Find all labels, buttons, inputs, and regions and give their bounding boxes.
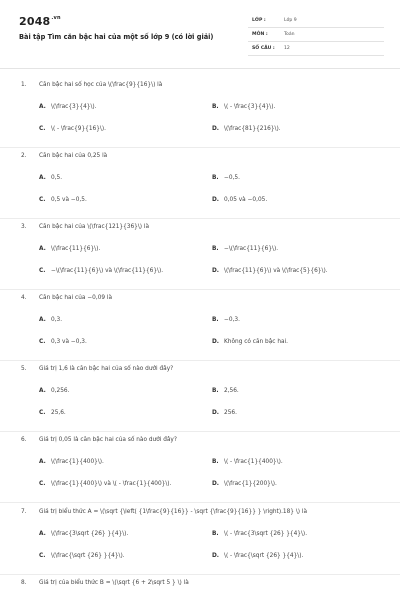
option-d[interactable] bbox=[212, 410, 237, 416]
question-item bbox=[0, 295, 400, 375]
question-divider bbox=[0, 147, 400, 148]
option-d[interactable] bbox=[212, 268, 328, 274]
question-text: Giá trị của biểu thức B = \(\sqrt {6 + 2\sqrt 5 } \) là bbox=[39, 580, 189, 586]
option-d[interactable] bbox=[212, 481, 277, 487]
option-text: \( - \frac{3\sqrt {26} }{4}\). bbox=[224, 531, 308, 537]
option-label: A. bbox=[39, 531, 46, 537]
option-c[interactable] bbox=[39, 268, 163, 274]
option-text: \(\frac{1}{400}\) và \( - \frac{1}{400}\). bbox=[51, 481, 172, 487]
option-label: D. bbox=[212, 410, 220, 416]
option-label: A. bbox=[39, 246, 46, 252]
meta-value: Lớp 9 bbox=[284, 18, 297, 23]
option-a[interactable] bbox=[39, 531, 128, 537]
option-b[interactable] bbox=[212, 388, 239, 394]
option-label: C. bbox=[39, 339, 46, 345]
option-text: \(\frac{\sqrt {26} }{4}\). bbox=[51, 553, 125, 559]
option-label: A. bbox=[39, 459, 46, 465]
meta-row-subject bbox=[248, 28, 384, 42]
option-text: Không có căn bậc hai. bbox=[224, 339, 288, 345]
option-text: 2,56. bbox=[224, 388, 239, 394]
question-text: Giá trị biểu thức A = \(\sqrt {\left( {1\frac{9}{16}} - \sqrt {\frac{9}{16}} } \right).18} \) là bbox=[39, 509, 308, 515]
option-text: \(\frac{3\sqrt {26} }{4}\). bbox=[51, 531, 129, 537]
option-label: B. bbox=[212, 317, 219, 323]
option-text: 0,3. bbox=[51, 317, 63, 323]
question-item bbox=[0, 437, 400, 517]
option-text: −\(\frac{11}{6}\). bbox=[224, 246, 279, 252]
question-text: Căn bậc hai số học của \(\frac{9}{16}\) là bbox=[39, 82, 163, 88]
question-divider bbox=[0, 218, 400, 219]
logo-suffix: .vn bbox=[51, 15, 61, 21]
question-item bbox=[0, 509, 400, 589]
option-d[interactable] bbox=[212, 339, 288, 345]
option-label: A. bbox=[39, 317, 46, 323]
option-b[interactable] bbox=[212, 246, 278, 252]
option-text: 25,6. bbox=[51, 410, 66, 416]
option-label: C. bbox=[39, 268, 46, 274]
option-a[interactable] bbox=[39, 175, 62, 181]
page-title: Bài tập Tìm căn bậc hai của một số lớp 9 (có lời giải) bbox=[19, 33, 214, 41]
option-b[interactable] bbox=[212, 175, 240, 181]
option-text: \(\frac{1}{200}\). bbox=[224, 481, 277, 487]
meta-label: MÔN : bbox=[252, 32, 268, 37]
question-text: Giá trị 0,05 là căn bậc hai của số nào dưới đây? bbox=[39, 437, 177, 443]
meta-label: LỚP : bbox=[252, 18, 266, 23]
option-b[interactable] bbox=[212, 317, 240, 323]
option-label: C. bbox=[39, 481, 46, 487]
option-c[interactable] bbox=[39, 553, 125, 559]
question-divider bbox=[0, 360, 400, 361]
header-divider bbox=[0, 68, 400, 69]
option-d[interactable] bbox=[212, 126, 281, 132]
option-text: \( - \frac{9}{16}\). bbox=[51, 126, 106, 132]
page-header bbox=[0, 0, 400, 68]
option-text: 256. bbox=[224, 410, 237, 416]
option-label: B. bbox=[212, 246, 219, 252]
option-text: 0,5 và −0,5. bbox=[51, 197, 87, 203]
option-label: C. bbox=[39, 126, 46, 132]
option-label: D. bbox=[212, 553, 220, 559]
option-c[interactable] bbox=[39, 197, 87, 203]
option-label: C. bbox=[39, 410, 46, 416]
meta-table bbox=[248, 14, 384, 56]
option-text: \( - \frac{1}{400}\). bbox=[224, 459, 283, 465]
option-c[interactable] bbox=[39, 339, 87, 345]
option-b[interactable] bbox=[212, 531, 307, 537]
option-text: 0,3 và −0,3. bbox=[51, 339, 87, 345]
meta-value: 12 bbox=[284, 46, 290, 51]
option-label: A. bbox=[39, 175, 46, 181]
option-label: D. bbox=[212, 481, 220, 487]
option-text: −\(\frac{11}{6}\) và \(\frac{11}{6}\). bbox=[51, 268, 164, 274]
question-item bbox=[0, 224, 400, 304]
question-number: 3. bbox=[21, 224, 27, 230]
option-label: B. bbox=[212, 388, 219, 394]
question-divider bbox=[0, 502, 400, 503]
question-item bbox=[0, 153, 400, 233]
option-text: \( - \frac{\sqrt {26} }{4}\). bbox=[224, 553, 304, 559]
option-text: \(\frac{11}{6}\). bbox=[51, 246, 101, 252]
question-divider bbox=[0, 289, 400, 290]
option-text: \(\frac{11}{6}\) và \(\frac{5}{6}\). bbox=[224, 268, 328, 274]
question-number: 7. bbox=[21, 509, 27, 515]
option-label: D. bbox=[212, 126, 220, 132]
question-item bbox=[0, 580, 400, 600]
option-label: D. bbox=[212, 339, 220, 345]
option-label: A. bbox=[39, 104, 46, 110]
option-a[interactable] bbox=[39, 459, 104, 465]
option-label: B. bbox=[212, 459, 219, 465]
option-label: B. bbox=[212, 175, 219, 181]
question-number: 8. bbox=[21, 580, 27, 586]
question-item bbox=[0, 82, 400, 162]
question-number: 1. bbox=[21, 82, 27, 88]
option-text: \(\frac{3}{4}\). bbox=[51, 104, 97, 110]
option-text: \(\frac{81}{216}\). bbox=[224, 126, 281, 132]
option-text: −0,3. bbox=[224, 317, 240, 323]
option-label: D. bbox=[212, 197, 220, 203]
option-label: B. bbox=[212, 531, 219, 537]
question-text: Giá trị 1,6 là căn bậc hai của số nào dưới đây? bbox=[39, 366, 174, 372]
option-b[interactable] bbox=[212, 104, 275, 110]
question-number: 4. bbox=[21, 295, 27, 301]
site-logo[interactable] bbox=[19, 15, 61, 28]
question-text: Căn bậc hai của 0,25 là bbox=[39, 153, 108, 159]
logo-text: 2048 bbox=[19, 15, 51, 28]
question-divider bbox=[0, 574, 400, 575]
option-a[interactable] bbox=[39, 246, 100, 252]
question-number: 6. bbox=[21, 437, 27, 443]
option-c[interactable] bbox=[39, 126, 106, 132]
option-c[interactable] bbox=[39, 481, 171, 487]
question-item bbox=[0, 366, 400, 446]
option-d[interactable] bbox=[212, 553, 303, 559]
meta-label: SỐ CÂU : bbox=[252, 46, 275, 51]
option-text: 0,256. bbox=[51, 388, 70, 394]
option-c[interactable] bbox=[39, 410, 66, 416]
question-text: Căn bậc hai của −0,09 là bbox=[39, 295, 113, 301]
question-divider bbox=[0, 431, 400, 432]
option-a[interactable] bbox=[39, 388, 69, 394]
option-text: \( - \frac{3}{4}\). bbox=[224, 104, 276, 110]
option-d[interactable] bbox=[212, 197, 267, 203]
option-a[interactable] bbox=[39, 104, 97, 110]
option-label: B. bbox=[212, 104, 219, 110]
question-text: Căn bậc hai của \(\frac{121}{36}\) là bbox=[39, 224, 150, 230]
option-text: 0,05 và −0,05. bbox=[224, 197, 268, 203]
option-text: −0,5. bbox=[224, 175, 240, 181]
option-label: C. bbox=[39, 553, 46, 559]
option-label: D. bbox=[212, 268, 220, 274]
option-text: 0,5. bbox=[51, 175, 63, 181]
meta-row-count bbox=[248, 42, 384, 56]
question-number: 2. bbox=[21, 153, 27, 159]
option-b[interactable] bbox=[212, 459, 283, 465]
option-text: \(\frac{1}{400}\). bbox=[51, 459, 104, 465]
option-label: A. bbox=[39, 388, 46, 394]
option-a[interactable] bbox=[39, 317, 62, 323]
question-number: 5. bbox=[21, 366, 27, 372]
meta-row-class bbox=[248, 14, 384, 28]
meta-value: Toán bbox=[284, 32, 295, 37]
option-label: C. bbox=[39, 197, 46, 203]
